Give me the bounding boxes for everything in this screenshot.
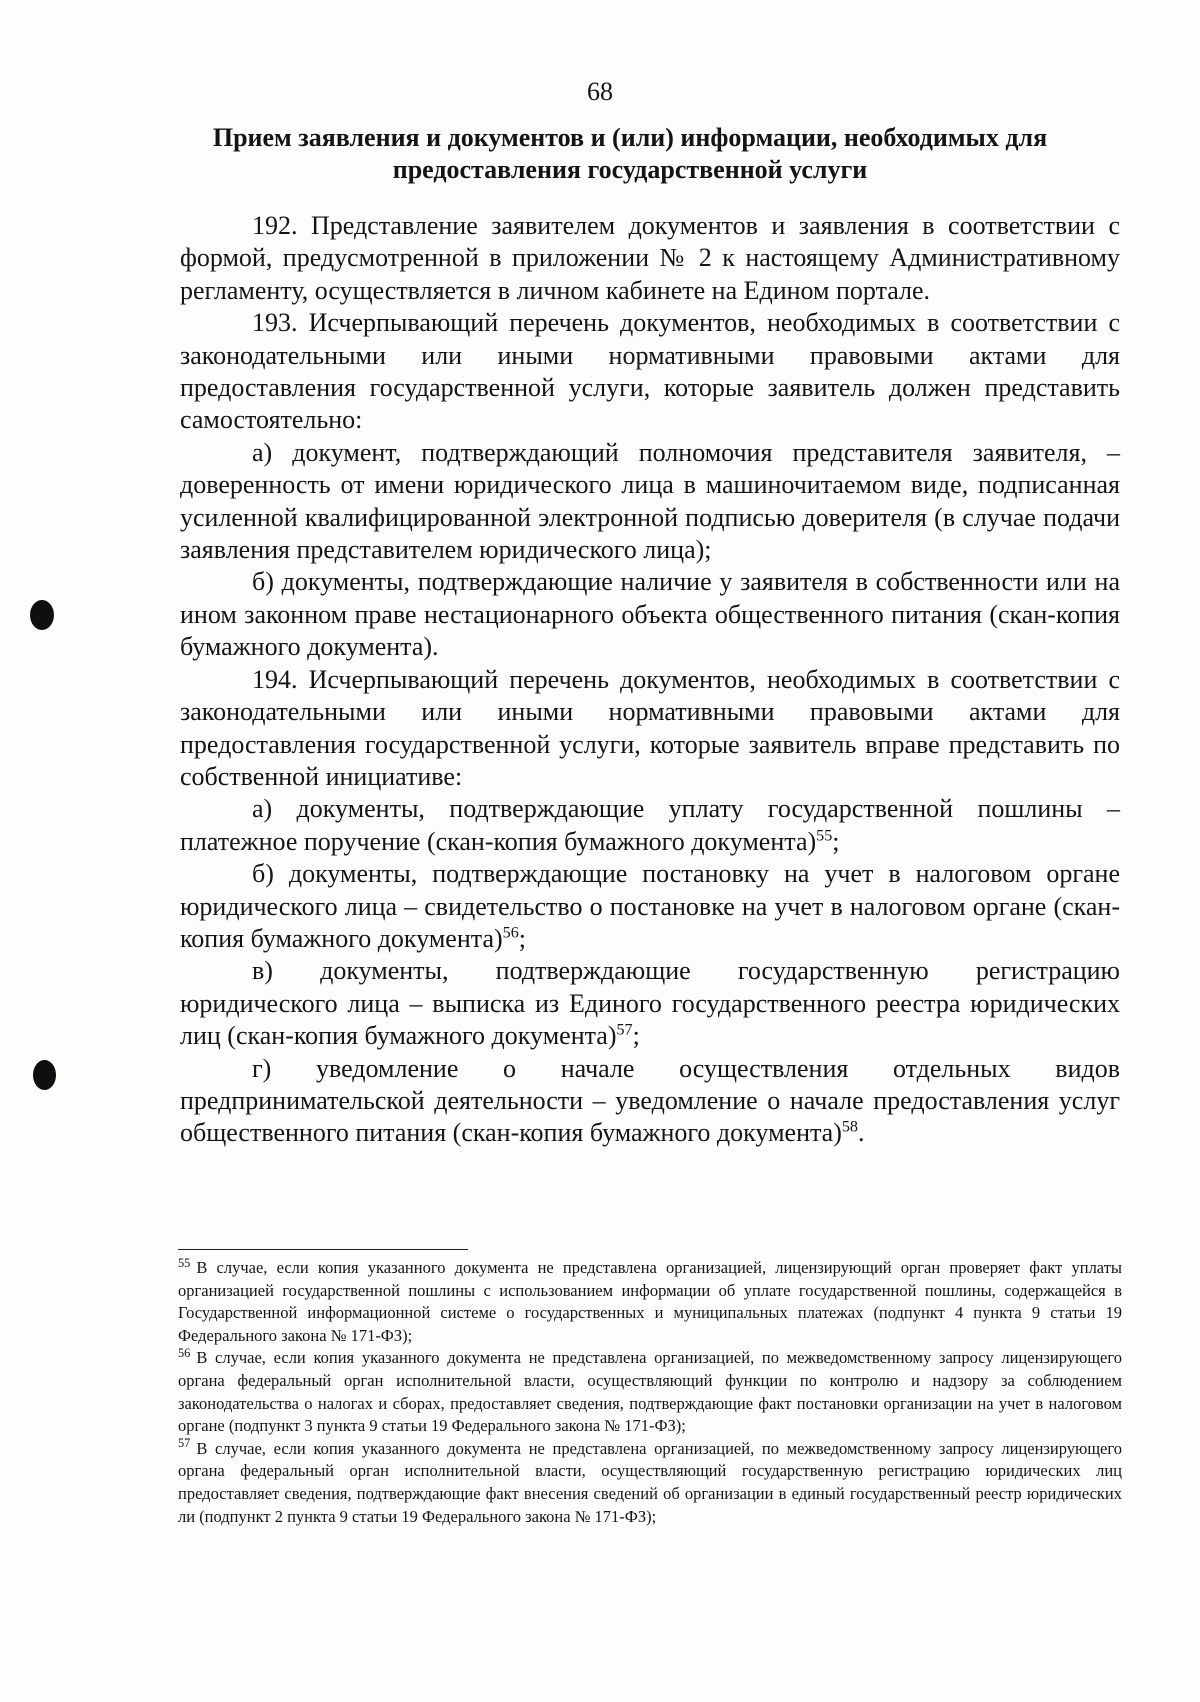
footnote-ref[interactable]: 56 [502, 924, 519, 942]
paragraph-193-a [180, 437, 1120, 567]
footnotes [178, 1257, 1122, 1528]
paragraph-text: а) документ, подтверждающий полномочия представителя заявителя, – доверенность от имени юридического лица в машиночитаемом виде, подписанная усиленной квалифицированной электронной подписью доверителя (в случае подачи заявления представителем юридического лица); [180, 437, 1120, 565]
footnote-56 [178, 1347, 1122, 1437]
paragraph-192 [180, 210, 1120, 307]
paragraph-194 [180, 664, 1120, 794]
paragraph-194-g [180, 1053, 1120, 1150]
footnote-text: В случае, если копия указанного документа не представлена организацией, по межведомственному запросу лицензирующего органа федеральный орган исполнительной власти, осуществляющий функции по контролю и надзору за соблюдением законодательства о налогах и сборах, предоставляет сведения, подтверждающие факт постановки организации на учет в налоговом органе (подпункт 3 пункта 9 статьи 19 Федерального закона № 171-ФЗ); [178, 1348, 1122, 1436]
footnote-ref[interactable]: 55 [816, 827, 833, 845]
punch-hole-mark [33, 1060, 56, 1090]
paragraph-193-b [180, 566, 1120, 663]
paragraph-text: а) документы, подтверждающие уплату государственной пошлины – платежное поручение (скан-копия бумажного документа) [180, 794, 1120, 856]
paragraph-text: б) документы, подтверждающие наличие у заявителя в собственности или на ином законном праве нестационарного объекта общественного питания (скан-копия бумажного документа). [180, 567, 1120, 662]
punch-hole-mark [30, 600, 54, 630]
page-number: 68 [587, 77, 613, 106]
footnote-divider [178, 1249, 468, 1250]
paragraph-194-b [180, 858, 1120, 955]
footnote-ref[interactable]: 57 [616, 1021, 633, 1039]
paragraph-end: ; [518, 923, 526, 953]
footnote-mark: 57 [178, 1436, 191, 1451]
footnote-mark: 56 [178, 1345, 191, 1360]
paragraph-193 [180, 307, 1120, 437]
paragraph-194-a [180, 793, 1120, 858]
paragraph-end: ; [832, 826, 840, 856]
paragraph-text: 192. Представление заявителем документов и заявления в соответствии с формой, предусмотренной в приложении № 2 к настоящему Административному регламенту, осуществляется в личном кабинете на Едином портале. [180, 211, 1120, 305]
section-title: Прием заявления и документов и (или) информации, необходимых для предоставления государственной услуги [212, 123, 1048, 184]
footnote-ref[interactable]: 58 [841, 1118, 858, 1136]
paragraph-text: в) документы, подтверждающие государственную регистрацию юридического лица – выписка из Единого государственного реестра юридических лиц (скан-копия бумажного документа) [180, 956, 1120, 1051]
footnote-55 [178, 1257, 1122, 1347]
paragraph-text: г) уведомление о начале осуществления отдельных видов предпринимательской деятельности – уведомление о начале предоставления услуг общественного питания (скан-копия бумажного документа) [180, 1053, 1120, 1148]
footnote-mark: 55 [178, 1255, 191, 1270]
paragraph-194-v [180, 955, 1120, 1052]
paragraph-text: б) документы, подтверждающие постановку на учет в налоговом органе юридического лица – свидетельство о постановке на учет в налоговом органе (скан-копия бумажного документа) [180, 859, 1120, 953]
paragraph-text: 193. Исчерпывающий перечень документов, необходимых в соответствии с законодательными или иными нормативными правовыми актами для предоставления государственной услуги, которые заявитель должен представить самостоятельно: [180, 308, 1120, 435]
paragraph-text: 194. Исчерпывающий перечень документов, необходимых в соответствии с законодательными или иными нормативными правовыми актами для предоставления государственной услуги, которые заявитель вправе представить по собственной инициативе: [180, 664, 1120, 791]
footnote-57 [178, 1438, 1122, 1528]
footnote-text: В случае, если копия указанного документа не представлена организацией, по межведомственному запросу лицензирующего органа федеральный орган исполнительной власти, осуществляющий государственную регистрацию юридических лиц предоставляет сведения, подтверждающие факт внесения сведений об организации в единый государственный реестр юридических ли (подпункт 2 пункта 9 статьи 19 Федерального закона № 171-ФЗ); [178, 1438, 1122, 1526]
paragraph-end: . [857, 1118, 865, 1148]
paragraph-end: ; [632, 1021, 640, 1051]
footnote-text: В случае, если копия указанного документа не представлена организацией, лицензирующий орган проверяет факт уплаты организацией государственной пошлины с использованием информации об уплате государственной пошлины, содержащейся в Государственной информационной системе о государственных и муниципальных платежах (подпункт 4 пункта 9 статьи 19 Федерального закона № 171-ФЗ); [178, 1258, 1122, 1345]
body-text [180, 210, 1120, 1150]
